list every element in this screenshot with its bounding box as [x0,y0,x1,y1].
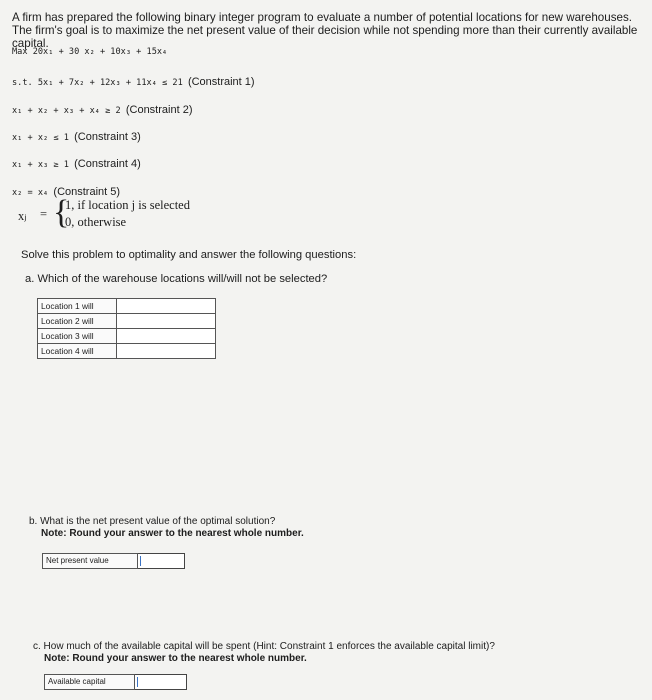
constraint-3-expr: x₁ + x₂ ≤ 1 [12,133,69,143]
case-otherwise: 0, otherwise [65,215,127,229]
problem-intro: A firm has prepared the following binary integer program to evaluate a number of potential locations for new warehouses. The firm's goal is to maximize the net present value of their decision while not spending more than their currently available capital. [12,11,638,50]
question-a: a. Which of the warehouse locations will/will not be selected? [25,273,328,285]
constraint-1-expr: s.t. 5x₁ + 7x₂ + 12x₃ + 11x₄ ≤ 21 [12,78,183,88]
constraint-2-label: (Constraint 2) [125,104,193,116]
location-2-label: Location 2 will [38,314,117,329]
question-c: c. How much of the available capital will be spent (Hint: Constraint 1 enforces the available capital limit)? [33,641,495,652]
table-row [38,314,216,329]
objective-expr: Max 20x₁ + 30 x₂ + 10x₃ + 15x₄ [12,47,168,57]
question-c-note: Note: Round your answer to the nearest whole number. [44,653,307,664]
constraint-1-label: (Constraint 1) [187,76,255,88]
constraint-2-expr: x₁ + x₂ + x₃ + x₄ ≥ 2 [12,106,121,116]
table-row [38,344,216,359]
location-2-answer-input[interactable] [117,314,216,329]
location-3-answer-input[interactable] [117,329,216,344]
constraint-2 [12,104,192,116]
capital-label: Available capital [44,674,135,690]
locations-table [37,298,216,359]
capital-input[interactable] [135,674,187,690]
constraint-5-label: (Constraint 5) [53,186,121,198]
npv-input[interactable] [138,553,185,569]
constraint-4 [12,158,141,170]
question-b-note: Note: Round your answer to the nearest whole number. [41,528,304,539]
constraint-5-expr: x₂ = x₄ [12,188,49,198]
constraint-3 [12,131,141,143]
constraint-3-label: (Constraint 3) [74,131,141,143]
table-row [38,299,216,314]
objective-function [12,47,167,57]
constraint-4-label: (Constraint 4) [74,158,141,170]
location-3-label: Location 3 will [38,329,117,344]
case-brace: { [53,194,70,231]
location-4-answer-input[interactable] [117,344,216,359]
equals-sign: = [40,207,48,221]
npv-label: Net present value [42,553,138,569]
capital-answer-row [44,674,187,690]
location-1-answer-input[interactable] [117,299,216,314]
table-row [38,329,216,344]
xj-symbol: xⱼ [18,209,27,223]
case-selected: 1, if location j is selected [65,198,190,212]
question-b: b. What is the net present value of the optimal solution? [29,516,276,527]
npv-answer-row [42,553,185,569]
constraint-1 [12,76,255,88]
location-1-label: Location 1 will [38,299,117,314]
constraint-4-expr: x₁ + x₃ ≥ 1 [12,160,69,170]
instructions: Solve this problem to optimality and answer the following questions: [21,249,357,261]
location-4-label: Location 4 will [38,344,117,359]
